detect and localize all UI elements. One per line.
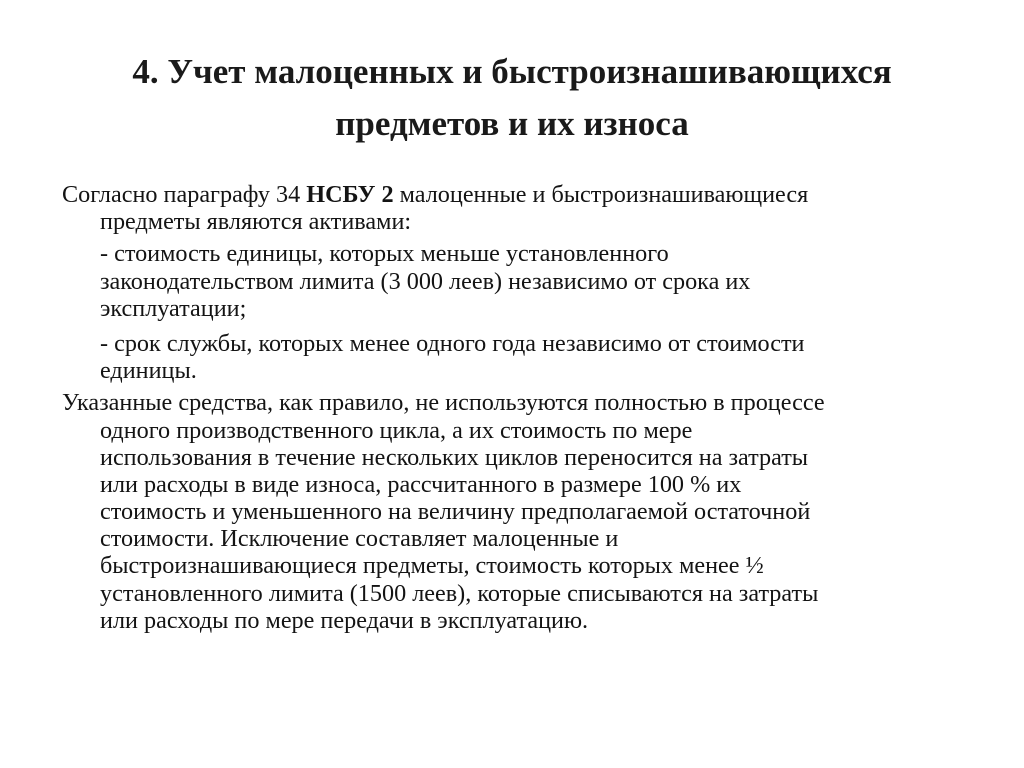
paragraph-2-line-8: установленного лимита (1500 леев), которые списываются на затраты <box>100 579 819 607</box>
slide-title <box>40 46 984 150</box>
paragraph-2-line-7: быстроизнашивающиеся предметы, стоимость которых менее ½ <box>100 552 764 580</box>
bullet-1-line-2: законодательством лимита (3 000 леев) независимо от срока их <box>100 267 751 295</box>
bullet-1-line-1: - стоимость единицы, которых меньше установленного <box>100 240 669 268</box>
title-line-2: предметов и их износа <box>335 104 689 143</box>
bullet-1-line-3: эксплуатации; <box>100 294 247 322</box>
paragraph-2-line-6: стоимости. Исключение составляет малоценные и <box>100 525 619 553</box>
bullet-2-line-2: единицы. <box>100 357 197 385</box>
paragraph-2-line-9: или расходы по мере передачи в эксплуатацию. <box>100 606 589 634</box>
paragraph-2-line-1: Указанные средства, как правило, не используются полностью в процессе <box>62 389 825 417</box>
paragraph-2-line-4: или расходы в виде износа, рассчитанного в размере 100 % их <box>100 470 742 498</box>
title-line-1: 4. Учет малоценных и быстроизнашивающихся <box>132 52 892 91</box>
paragraph-1-line-1 <box>62 181 982 208</box>
paragraph-1-line-2: предметы являются активами: <box>100 208 412 236</box>
paragraph-1-text-cont: малоценные и быстроизнашивающиеся <box>393 181 809 208</box>
slide-body <box>62 181 982 634</box>
paragraph-2-line-2: одного производственного цикла, а их стоимость по мере <box>100 416 693 444</box>
paragraph-2-line-3: использования в течение нескольких циклов переносится на затраты <box>100 443 809 471</box>
paragraph-2-line-5: стоимость и уменьшенного на величину предполагаемой остаточной <box>100 498 811 526</box>
paragraph-1-text: Согласно параграфу 34 <box>62 181 307 208</box>
standard-reference: НСБУ 2 <box>306 181 394 208</box>
bullet-2-line-1: - срок службы, которых менее одного года независимо от стоимости <box>100 329 805 357</box>
